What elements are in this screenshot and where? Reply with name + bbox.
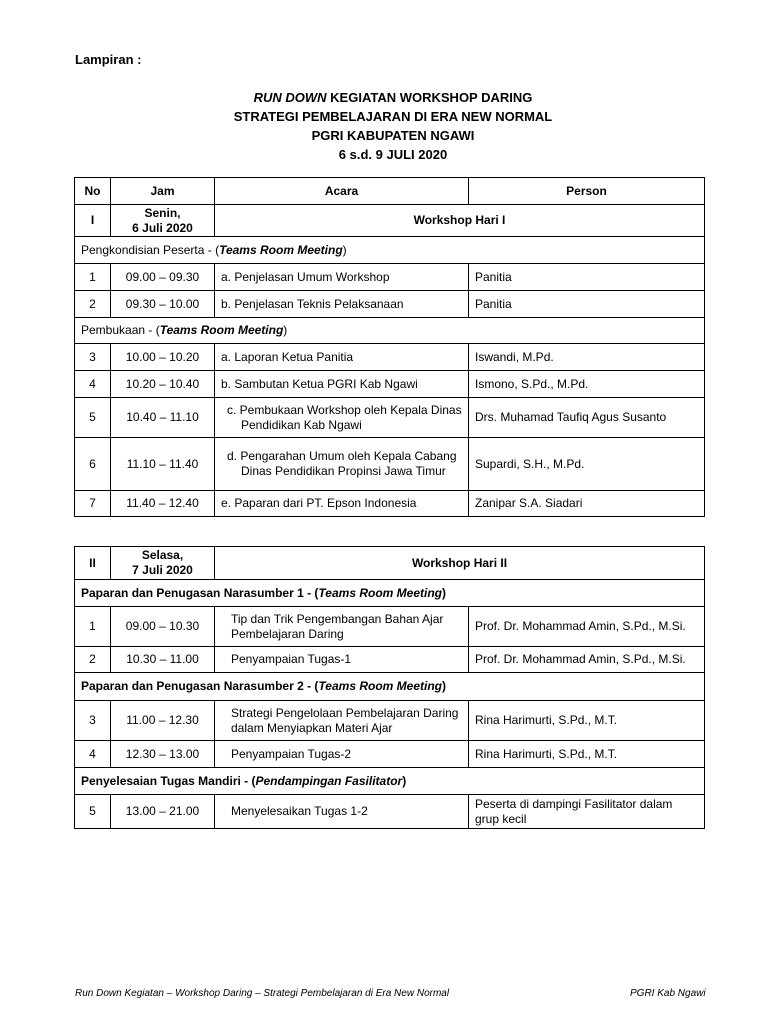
row-acara: b. Sambutan Ketua PGRI Kab Ngawi (215, 371, 469, 398)
row-acara: a. Penjelasan Umum Workshop (215, 264, 469, 291)
header-person: Person (469, 178, 705, 205)
row-no: 1 (75, 264, 111, 291)
row-jam: 10.40 – 11.10 (111, 398, 215, 438)
row-acara: d. Pengarahan Umum oleh Kepala Cabang Dinas Pendidikan Propinsi Jawa Timur (215, 438, 469, 491)
row-person: Prof. Dr. Mohammad Amin, S.Pd., M.Si. (469, 647, 705, 673)
row-no: 5 (75, 398, 111, 438)
row-acara: Strategi Pengelolaan Pembelajaran Daring dalam Menyiapkan Materi Ajar (215, 701, 469, 741)
row-person: Zanipar S.A. Siadari (469, 491, 705, 517)
row-no: 7 (75, 491, 111, 517)
schedule-table-day1 (74, 177, 705, 517)
footer-left: Run Down Kegiatan – Workshop Daring – Strategi Pembelajaran di Era New Normal (75, 988, 450, 999)
section-close: ) (283, 323, 288, 337)
section-em: Teams Room Meeting (318, 679, 442, 693)
row-no: 1 (75, 607, 111, 647)
row-person: Panitia (469, 264, 705, 291)
row-person: Panitia (469, 291, 705, 318)
row-jam: 11.40 – 12.40 (111, 491, 215, 517)
row-jam: 09.00 – 10.30 (111, 607, 215, 647)
table-row (75, 491, 705, 517)
row-no: 2 (75, 647, 111, 673)
row-jam: 11.00 – 12.30 (111, 701, 215, 741)
row-person: Peserta di dampingi Fasilitator dalam grup kecil (469, 795, 705, 829)
row-acara: b. Penjelasan Teknis Pelaksanaan (215, 291, 469, 318)
table-row (75, 647, 705, 673)
section-close: ) (442, 679, 446, 693)
row-acara: c. Pembukaan Workshop oleh Kepala Dinas Pendidikan Kab Ngawi (215, 398, 469, 438)
day-label: Workshop Hari II (215, 547, 705, 580)
table-row (75, 344, 705, 371)
section-text: Paparan dan Penugasan Narasumber 2 - ( (81, 679, 319, 693)
day-row (75, 547, 705, 580)
section-em: Teams Room Meeting (318, 585, 442, 600)
row-jam: 09.30 – 10.00 (111, 291, 215, 318)
row-acara: Penyampaian Tugas-1 (215, 647, 469, 673)
day-no: II (75, 547, 111, 580)
header-jam: Jam (111, 178, 215, 205)
section-close: ) (402, 773, 407, 788)
header-no: No (75, 178, 111, 205)
title-line-3: PGRI KABUPATEN NGAWI (311, 128, 475, 143)
day-date-line2: 7 Juli 2020 (132, 563, 193, 577)
day-date (111, 205, 215, 237)
title-italic: RUN DOWN (253, 90, 327, 105)
day-label: Workshop Hari I (215, 205, 705, 237)
section-label (75, 580, 705, 607)
section-label (75, 768, 705, 795)
row-acara: Penyampaian Tugas-2 (215, 741, 469, 768)
row-person: Rina Harimurti, S.Pd., M.T. (469, 741, 705, 768)
row-no: 6 (75, 438, 111, 491)
title-line-4: 6 s.d. 9 JULI 2020 (338, 147, 448, 162)
table-row (75, 438, 705, 491)
row-acara: Tip dan Trik Pengembangan Bahan Ajar Pembelajaran Daring (215, 607, 469, 647)
table-row (75, 291, 705, 318)
section-text: Pengkondisian Peserta - ( (81, 242, 220, 257)
section-row (75, 673, 705, 701)
row-jam: 11.10 – 11.40 (111, 438, 215, 491)
row-jam: 13.00 – 21.00 (111, 795, 215, 829)
title-rest: KEGIATAN WORKSHOP DARING (326, 90, 533, 105)
row-acara: Menyelesaikan Tugas 1-2 (215, 795, 469, 829)
row-no: 4 (75, 371, 111, 398)
section-row (75, 580, 705, 607)
section-text: Penyelesaian Tugas Mandiri - ( (81, 773, 256, 788)
row-jam: 09.00 – 09.30 (111, 264, 215, 291)
row-person: Iswandi, M.Pd. (469, 344, 705, 371)
row-person: Drs. Muhamad Taufiq Agus Susanto (469, 398, 705, 438)
section-row (75, 237, 705, 264)
row-jam: 10.20 – 10.40 (111, 371, 215, 398)
table-row (75, 607, 705, 647)
table-row (75, 371, 705, 398)
table-row (75, 795, 705, 829)
day-date-line1: Selasa, (141, 548, 184, 562)
day-date-line1: Senin, (144, 205, 181, 220)
day-row (75, 205, 705, 237)
footer-right: PGRI Kab Ngawi (630, 988, 706, 999)
row-jam: 10.00 – 10.20 (111, 344, 215, 371)
section-text: Paparan dan Penugasan Narasumber 1 - ( (81, 585, 319, 600)
day-date-line2: 6 Juli 2020 (132, 220, 193, 235)
row-no: 4 (75, 741, 111, 768)
header-acara: Acara (215, 178, 469, 205)
section-text: Pembukaan - ( (81, 323, 160, 337)
row-acara: e. Paparan dari PT. Epson Indonesia (215, 491, 469, 517)
row-person: Ismono, S.Pd., M.Pd. (469, 371, 705, 398)
table-row (75, 398, 705, 438)
row-no: 3 (75, 344, 111, 371)
section-em: Teams Room Meeting (159, 323, 284, 337)
section-close: ) (342, 242, 347, 257)
schedule-table-day2 (74, 546, 705, 829)
row-acara: a. Laporan Ketua Panitia (215, 344, 469, 371)
section-em: Teams Room Meeting (219, 242, 343, 257)
section-em: Pendampingan Fasilitator (255, 773, 403, 788)
row-no: 5 (75, 795, 111, 829)
section-label (75, 237, 705, 264)
title-line-2: STRATEGI PEMBELAJARAN DI ERA NEW NORMAL (233, 109, 553, 124)
section-label (75, 673, 705, 701)
document-title (0, 88, 768, 164)
day-date (111, 547, 215, 580)
section-row (75, 318, 705, 344)
row-person: Prof. Dr. Mohammad Amin, S.Pd., M.Si. (469, 607, 705, 647)
section-close: ) (442, 585, 446, 600)
table-row (75, 741, 705, 768)
row-person: Supardi, S.H., M.Pd. (469, 438, 705, 491)
row-jam: 10.30 – 11.00 (111, 647, 215, 673)
lampiran-label: Lampiran : (75, 52, 142, 67)
section-row (75, 768, 705, 795)
row-person: Rina Harimurti, S.Pd., M.T. (469, 701, 705, 741)
table-row (75, 264, 705, 291)
day-no: I (75, 205, 111, 237)
title-line-1 (0, 88, 768, 107)
section-label (75, 318, 705, 344)
row-no: 3 (75, 701, 111, 741)
table-header-row (75, 178, 705, 205)
table-row (75, 701, 705, 741)
row-no: 2 (75, 291, 111, 318)
row-jam: 12.30 – 13.00 (111, 741, 215, 768)
